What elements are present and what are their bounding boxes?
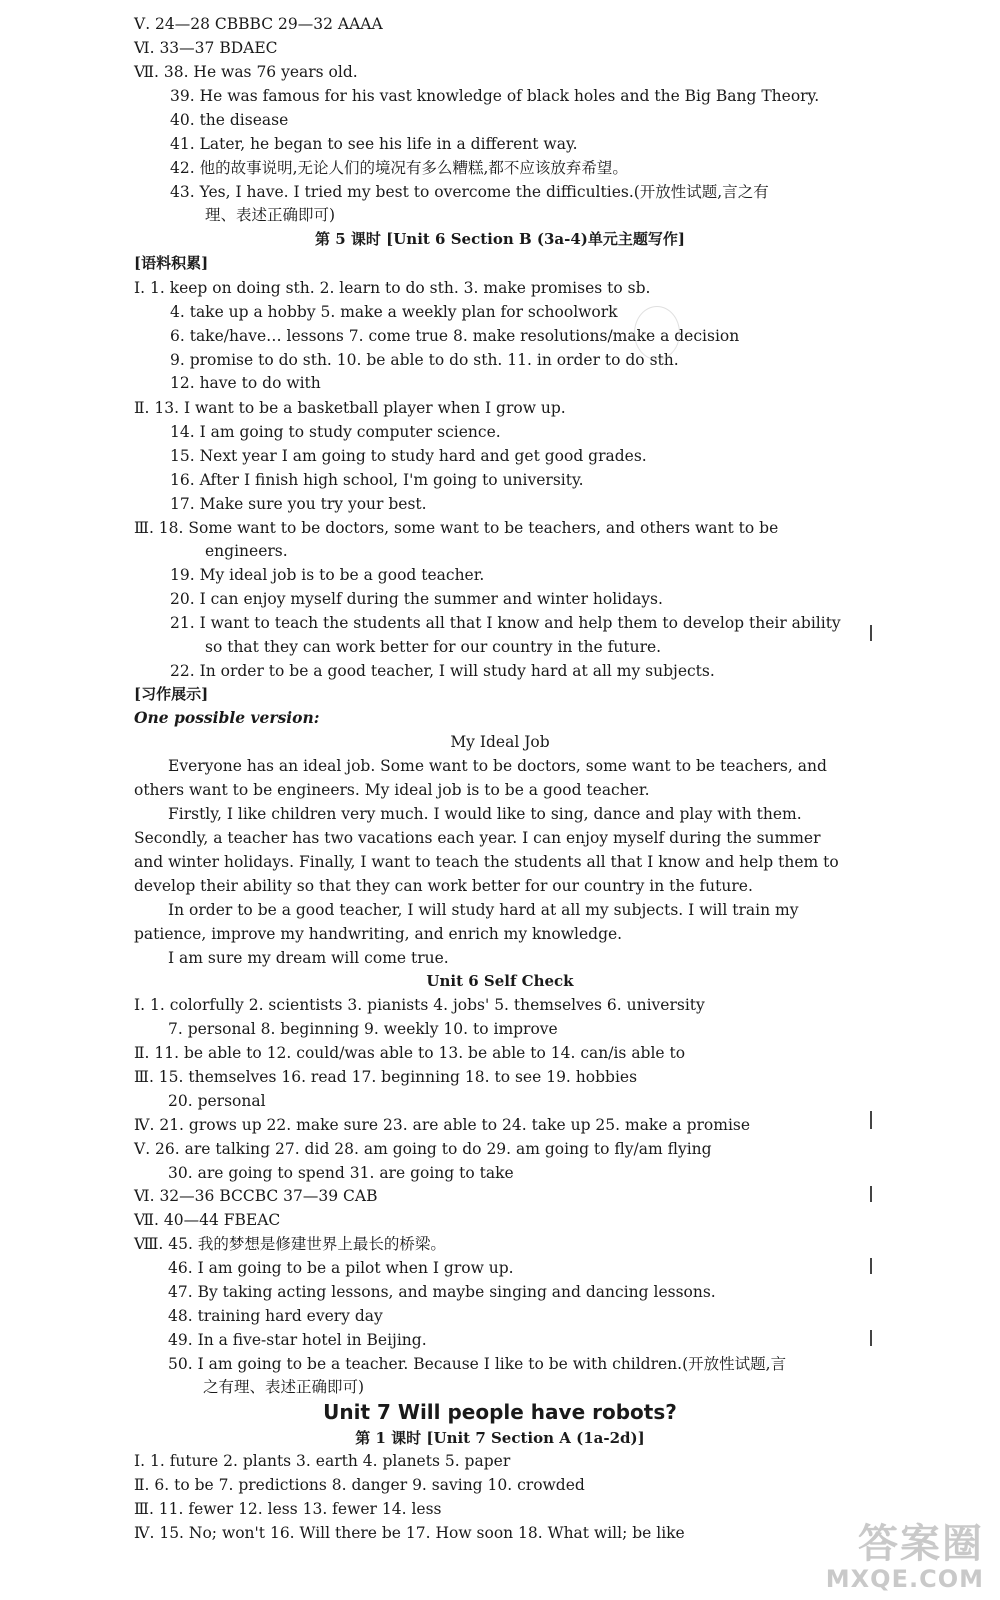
essay-line: Secondly, a teacher has two vacations each year. I can enjoy myself during the summer [134,829,821,847]
self-check-heading: Unit 6 Self Check [426,972,574,990]
answer-line: Ⅶ. 40—44 FBEAC [134,1211,281,1229]
answer-line: Ⅳ. 21. grows up 22. make sure 23. are able to 24. take up 25. make a promise [134,1116,751,1134]
answer-line: Ⅶ. 38. He was 76 years old. [134,63,358,81]
writing-show-label: [习作展示] [134,685,209,703]
answer-line: 42. 他的故事说明,无论人们的境况有多么糟糕,都不应该放弃希望。 [170,159,628,177]
answer-line: Ⅲ. 18. Some want to be doctors, some want to be teachers, and others want to be [134,519,779,537]
margin-mark [870,1330,872,1346]
essay-line: develop their ability so that they can work better for our country in the future. [134,877,753,895]
answer-line: 22. In order to be a good teacher, I will study hard at all my subjects. [170,662,715,680]
essay-line: others want to be engineers. My ideal job is to be a good teacher. [134,781,650,799]
essay-title: My Ideal Job [450,733,550,751]
essay-line: and winter holidays. Finally, I want to teach the students all that I know and help them to [134,853,839,871]
answer-line: 43. Yes, I have. I tried my best to overcome the difficulties.(开放性试题,言之有 [170,183,769,201]
unit7-lesson1-heading: 第 1 课时 [Unit 7 Section A (1a-2d)] [355,1429,645,1447]
answer-line: Ⅰ. 1. colorfully 2. scientists 3. pianists 4. jobs' 5. themselves 6. university [134,996,705,1014]
answer-line: 7. personal 8. beginning 9. weekly 10. to improve [168,1020,558,1038]
faint-stamp [634,306,680,360]
answer-line: 20. personal [168,1092,266,1110]
answer-line: 16. After I finish high school, I'm going to university. [170,471,584,489]
answer-line: 9. promise to do sth. 10. be able to do sth. 11. in order to do sth. [170,351,679,369]
margin-mark [870,1258,872,1274]
watermark [826,1522,984,1592]
answer-line: 理、表述正确即可) [205,206,336,224]
answer-line: 21. I want to teach the students all that I know and help them to develop their ability [170,614,841,632]
answer-line: Ⅳ. 15. No; won't 16. Will there be 17. How soon 18. What will; be like [134,1524,685,1542]
answer-line: 17. Make sure you try your best. [170,495,427,513]
watermark-logo-text: 答案圈 [858,1521,984,1567]
answer-line: Ⅴ. 24—28 CBBBC 29—32 AAAA [134,15,383,33]
essay-line: I am sure my dream will come true. [168,949,449,967]
answer-line: 50. I am going to be a teacher. Because I like to be with children.(开放性试题,言 [168,1355,787,1373]
answer-line: 19. My ideal job is to be a good teacher. [170,566,485,584]
answer-line: engineers. [205,542,288,560]
unit7-title: Unit 7 Will people have robots? [323,1400,677,1424]
answer-line: 41. Later, he began to see his life in a different way. [170,135,578,153]
answer-line: 40. the disease [170,111,289,129]
answer-line: Ⅵ. 32—36 BCCBC 37—39 CAB [134,1187,378,1205]
answer-line: 14. I am going to study computer science. [170,423,501,441]
essay-line: In order to be a good teacher, I will study hard at all my subjects. I will train my [168,901,799,919]
answer-line: 49. In a five-star hotel in Beijing. [168,1331,427,1349]
answer-line: 48. training hard every day [168,1307,383,1325]
margin-mark [870,1186,872,1202]
answer-line: 47. By taking acting lessons, and maybe singing and dancing lessons. [168,1283,716,1301]
answer-line: 15. Next year I am going to study hard and get good grades. [170,447,647,465]
margin-mark [870,625,872,641]
answer-line: so that they can work better for our country in the future. [205,638,662,656]
essay-line: Firstly, I like children very much. I would like to sing, dance and play with them. [168,805,802,823]
essay-line: patience, improve my handwriting, and enrich my knowledge. [134,925,623,943]
answer-line: Ⅱ. 13. I want to be a basketball player when I grow up. [134,399,566,417]
answer-line: 30. are going to spend 31. are going to take [168,1164,514,1182]
answer-line: 6. take/have… lessons 7. come true 8. make resolutions/make a decision [170,327,740,345]
answer-line: Ⅷ. 45. 我的梦想是修建世界上最长的桥梁。 [134,1235,446,1253]
answer-line: 20. I can enjoy myself during the summer and winter holidays. [170,590,663,608]
answer-line: 12. have to do with [170,374,321,392]
one-possible-version-label: One possible version: [134,708,320,727]
answer-line: 4. take up a hobby 5. make a weekly plan for schoolwork [170,303,618,321]
watermark-url: MXQE.COM [825,1565,984,1593]
corpus-label: [语料积累] [134,254,209,272]
answer-line: 46. I am going to be a pilot when I grow up. [168,1259,514,1277]
answer-line: Ⅱ. 11. be able to 12. could/was able to 13. be able to 14. can/is able to [134,1044,686,1062]
margin-mark [870,1111,872,1129]
answer-line: Ⅲ. 15. themselves 16. read 17. beginning 18. to see 19. hobbies [134,1068,638,1086]
answer-line: Ⅰ. 1. future 2. plants 3. earth 4. planets 5. paper [134,1452,511,1470]
answer-line: 39. He was famous for his vast knowledge of black holes and the Big Bang Theory. [170,87,820,105]
answer-line: Ⅰ. 1. keep on doing sth. 2. learn to do sth. 3. make promises to sb. [134,279,651,297]
answer-line: Ⅴ. 26. are talking 27. did 28. am going to do 29. am going to fly/am flying [134,1140,712,1158]
lesson5-heading: 第 5 课时 [Unit 6 Section B (3a-4)单元主题写作] [315,230,685,248]
answer-line: Ⅵ. 33—37 BDAEC [134,39,278,57]
answer-line: Ⅱ. 6. to be 7. predictions 8. danger 9. saving 10. crowded [134,1476,585,1494]
answer-line: Ⅲ. 11. fewer 12. less 13. fewer 14. less [134,1500,442,1518]
answer-line: 之有理、表述正确即可) [203,1378,365,1396]
essay-line: Everyone has an ideal job. Some want to be doctors, some want to be teachers, and [168,757,827,775]
